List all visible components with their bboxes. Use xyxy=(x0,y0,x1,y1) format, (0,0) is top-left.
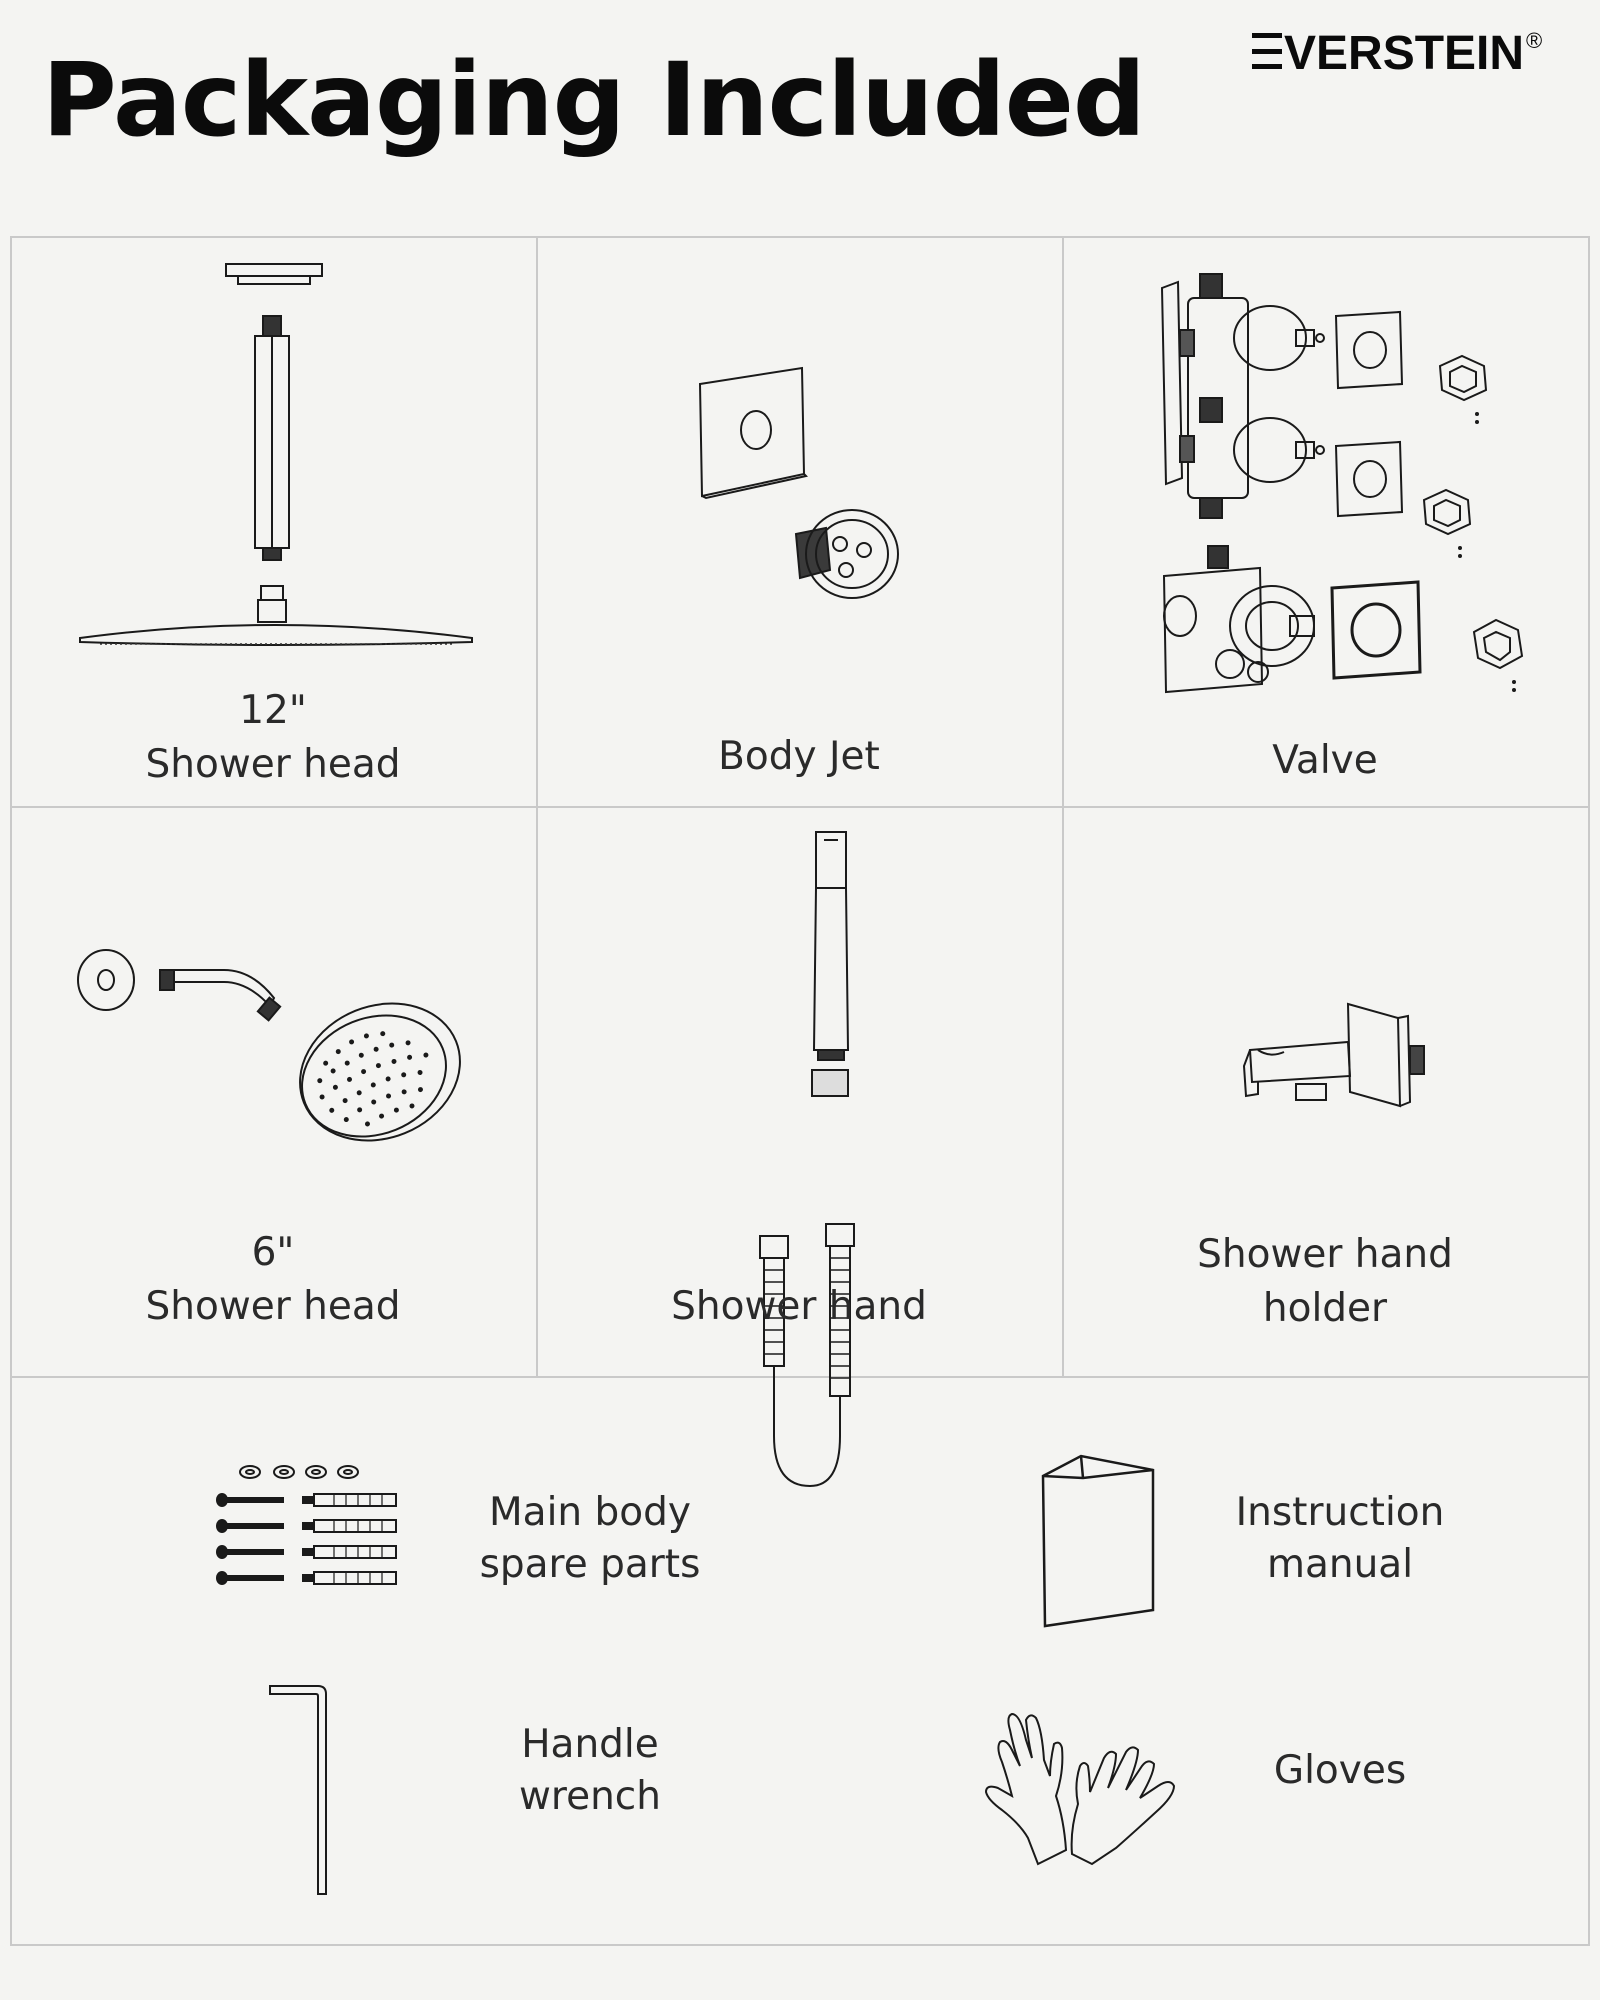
cell-size-label: 12" xyxy=(239,688,307,733)
spare-parts-label-line2: spare parts xyxy=(479,1542,701,1587)
manual-label-line1: Instruction xyxy=(1235,1490,1445,1535)
gloves-label: Gloves xyxy=(1273,1748,1407,1793)
grid-col-divider-2 xyxy=(1062,236,1064,1376)
grid-border-top xyxy=(10,236,1590,238)
spare-parts-label-line1: Main body xyxy=(489,1490,691,1535)
manual-label-line2: manual xyxy=(1266,1542,1414,1587)
package-contents-grid xyxy=(10,236,1590,1946)
registered-mark: ® xyxy=(1526,28,1543,53)
cell-item-label: Body Jet xyxy=(718,734,880,779)
grid-col-divider-1 xyxy=(536,236,538,1376)
grid-border-left xyxy=(10,236,12,1946)
brand-e-mark-icon xyxy=(1252,33,1282,69)
grid-row-divider-1 xyxy=(10,806,1590,808)
grid-border-right xyxy=(1588,236,1590,1946)
small-shower-head-icon xyxy=(74,936,474,1176)
hand-shower-holder-icon xyxy=(1230,996,1430,1126)
brand-name: VERSTEIN xyxy=(1284,27,1525,80)
cell-item-label-line1: Shower hand xyxy=(1197,1232,1453,1277)
brand-logo xyxy=(1252,26,1542,81)
rain-shower-head-icon xyxy=(60,256,490,706)
cell-item-label: Shower head xyxy=(145,1284,401,1329)
wrench-label-line2: wrench xyxy=(519,1774,661,1819)
hand-shower-icon xyxy=(740,826,880,1486)
cell-item-label-line2: holder xyxy=(1262,1286,1388,1331)
wrench-label-line1: Handle xyxy=(521,1722,659,1767)
cell-item-label: Shower head xyxy=(145,742,401,787)
allen-wrench-icon xyxy=(262,1680,342,1900)
gloves-icon xyxy=(980,1700,1190,1870)
grid-border-bottom xyxy=(10,1944,1590,1946)
manual-booklet-icon xyxy=(1035,1450,1155,1628)
body-jet-icon xyxy=(690,364,930,634)
cell-size-label: 6" xyxy=(251,1230,295,1275)
cell-item-label: Shower hand xyxy=(671,1284,927,1329)
screws-anchors-icon xyxy=(210,1462,410,1590)
valve-icon xyxy=(1150,264,1550,724)
cell-item-label: Valve xyxy=(1272,738,1378,783)
page-title: Packaging Included xyxy=(42,41,1145,160)
